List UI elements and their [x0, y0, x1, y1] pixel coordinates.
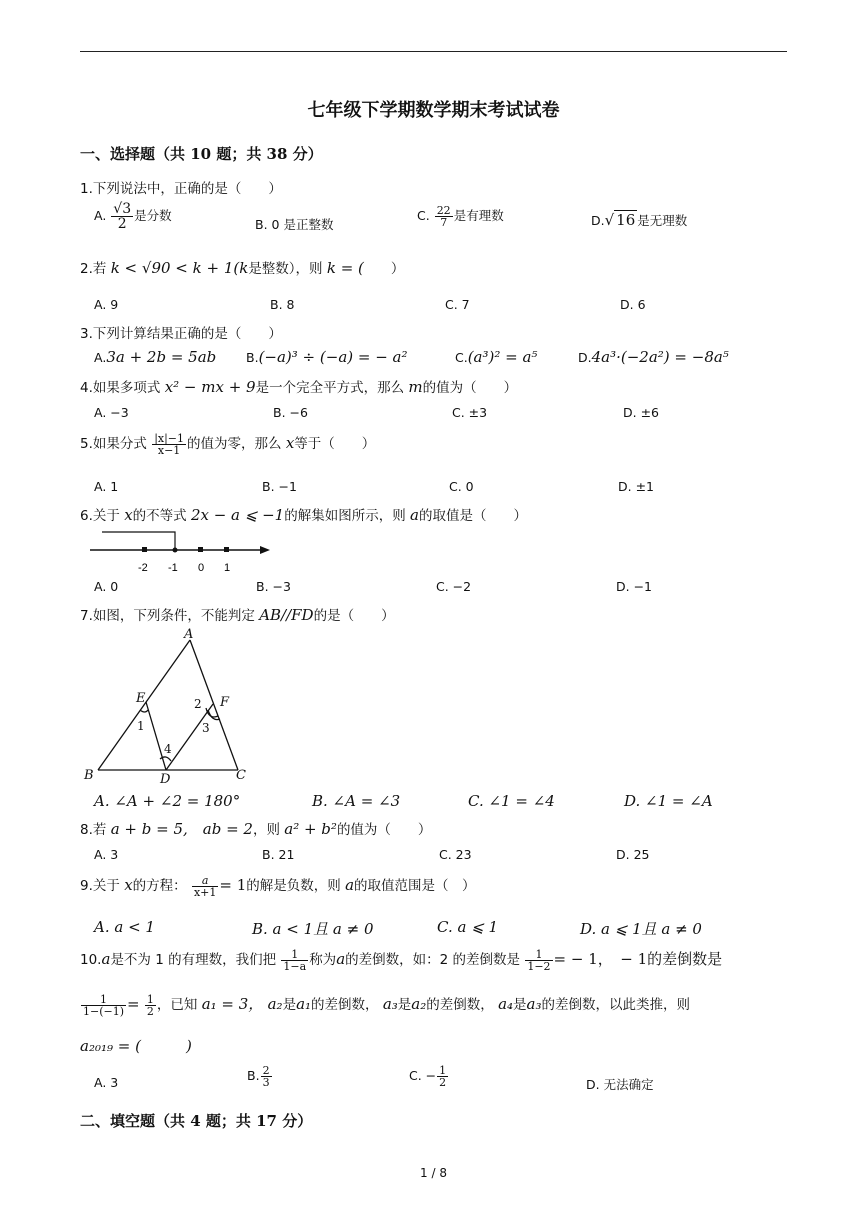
- label-angle-1: 1: [137, 719, 145, 733]
- q3-option-d: D.4a³·(−2a²) = −8a⁵: [578, 348, 729, 366]
- q6-option-b: B. −3: [256, 579, 291, 594]
- q8-option-b: B. 21: [262, 847, 295, 862]
- question-3: 3.下列计算结果正确的是（ ）: [80, 326, 282, 342]
- q10-option-a: A. 3: [94, 1075, 119, 1090]
- tick-label: 0: [198, 562, 205, 574]
- q6-option-c: C. −2: [436, 579, 472, 594]
- question-10-line-1: 10.a是不为 1 的有理数，我们把 $\frac{1}{1-a}$ 称为a的差倒数，如：2 的差倒数是 $\frac{1}{1-2}$ = − 1， − 1的差倒数是: [80, 947, 723, 973]
- angle-4-arc: [160, 757, 171, 761]
- q6-option-d: D. −1: [616, 579, 652, 594]
- tick-mark: [142, 547, 147, 552]
- q4-option-a: A. −3: [94, 405, 129, 420]
- q10-option-b: B. $\frac{2}{3}$: [247, 1064, 270, 1089]
- q2-option-c: C. 7: [445, 297, 470, 312]
- triangle-figure: [80, 624, 255, 786]
- q5-option-c: C. 0: [449, 479, 474, 494]
- tick-mark: [198, 547, 203, 552]
- q2-option-b: B. 8: [270, 297, 295, 312]
- label-angle-4: 4: [164, 742, 172, 756]
- label-c: C: [236, 768, 246, 783]
- angle-1-arc: [140, 710, 148, 712]
- segment-ed: [146, 702, 166, 770]
- label-angle-2: 2: [194, 697, 202, 711]
- tick-mark: [224, 547, 229, 552]
- q4-option-d: D. ±6: [623, 405, 659, 420]
- question-8: 8.若 a + b = 5, ab = 2，则 a² + b²的值为（ ）: [80, 820, 432, 838]
- q7-option-c: C. ∠1 = ∠4: [468, 792, 555, 810]
- question-4: 4.如果多项式 x² − mx + 9是一个完全平方式，那么 m的值为（ ）: [80, 378, 518, 396]
- label-e: E: [136, 691, 146, 706]
- q1-option-d: D.√ 16 是无理数: [591, 211, 688, 229]
- section-heading-choice: 一、选择题（共 10 题；共 38 分）: [80, 145, 323, 163]
- label-angle-3: 3: [202, 721, 210, 735]
- question-1: 1.下列说法中，正确的是（ ）: [80, 181, 282, 197]
- q1-option-c: C. $\frac{22}{7}$ 是有理数: [417, 204, 504, 229]
- label-b: B: [84, 768, 94, 783]
- q7-option-a: A. ∠A + ∠2 = 180°: [94, 792, 241, 810]
- question-7: 7.如图，下列条件，不能判定 AB//FD的是（ ）: [80, 606, 395, 624]
- number-line-arrow: [260, 546, 270, 554]
- q4-option-c: C. ±3: [452, 405, 488, 420]
- q10-option-c: C. − $\frac{1}{2}$: [409, 1064, 447, 1089]
- q3-option-c: C.(a³)² = a⁵: [455, 348, 538, 366]
- solution-set-bracket: [102, 532, 175, 550]
- q9-option-c: C. a ⩽ 1: [437, 918, 499, 936]
- page-number: 1 / 8: [420, 1166, 447, 1180]
- q4-option-b: B. −6: [273, 405, 308, 420]
- tick-label: -2: [138, 562, 148, 574]
- header-rule: [80, 51, 787, 52]
- label-f: F: [220, 695, 230, 710]
- q9-option-a: A. a < 1: [94, 918, 155, 936]
- q10-option-d: D. 无法确定: [586, 1077, 654, 1092]
- q1-option-a: A. $\frac{√3}{2}$ 是分数: [94, 201, 172, 232]
- q5-option-d: D. ±1: [618, 479, 654, 494]
- question-10-line-3: a₂₀₁₉ = ( ): [80, 1037, 192, 1055]
- page-title: 七年级下学期数学期末考试试卷: [307, 100, 560, 121]
- question-6: 6.关于 x的不等式 2x − a ⩽ −1的解集如图所示，则 a的取值是（ ）: [80, 506, 527, 524]
- question-5: 5.如果分式 $\frac{|x|-1}{x-1}$ 的值为零，那么 x等于（ ）: [80, 431, 376, 457]
- q2-option-a: A. 9: [94, 297, 119, 312]
- q6-option-a: A. 0: [94, 579, 119, 594]
- q1-option-b: B. 0 是正整数: [255, 217, 334, 232]
- question-10-line-2: $\frac{1}{1-(-1)}$ = $\frac{1}{2}$ ，已知 a₁ = 3， a₂是a₁的差倒数， a₃是a₂的差倒数， a₄是a₃的差倒数，以此类推，则: [83, 992, 690, 1018]
- q8-option-c: C. 23: [439, 847, 472, 862]
- q7-option-d: D. ∠1 = ∠A: [624, 792, 713, 810]
- q7-option-b: B. ∠A = ∠3: [312, 792, 401, 810]
- q9-option-b: B. a < 1且 a ≠ 0: [252, 920, 374, 938]
- solution-boundary-point: [173, 548, 178, 553]
- section-heading-fill-blank: 二、填空题（共 4 题；共 17 分）: [80, 1112, 313, 1130]
- tick-label: 1: [224, 562, 231, 574]
- segment-df: [166, 704, 213, 770]
- q5-option-a: A. 1: [94, 479, 119, 494]
- q3-option-a: A.3a + 2b = 5ab: [94, 348, 217, 366]
- tick-label: -1: [168, 562, 178, 574]
- q3-option-b: B.(−a)³ ÷ (−a) = − a²: [246, 348, 408, 366]
- number-line-figure: [88, 526, 278, 576]
- question-2: 2.若 k < √90 < k + 1(k是整数），则 k = ( ）: [80, 259, 405, 277]
- label-d: D: [160, 772, 171, 786]
- q8-option-a: A. 3: [94, 847, 119, 862]
- question-9: 9.关于 x的方程： $\frac{a}{x+1}$ = 1的解是负数，则 a的取值范围是（ ）: [80, 873, 476, 899]
- label-a: A: [184, 627, 194, 642]
- q9-option-d: D. a ⩽ 1且 a ≠ 0: [580, 920, 702, 938]
- q5-option-b: B. −1: [262, 479, 297, 494]
- q2-option-d: D. 6: [620, 297, 646, 312]
- q8-option-d: D. 25: [616, 847, 650, 862]
